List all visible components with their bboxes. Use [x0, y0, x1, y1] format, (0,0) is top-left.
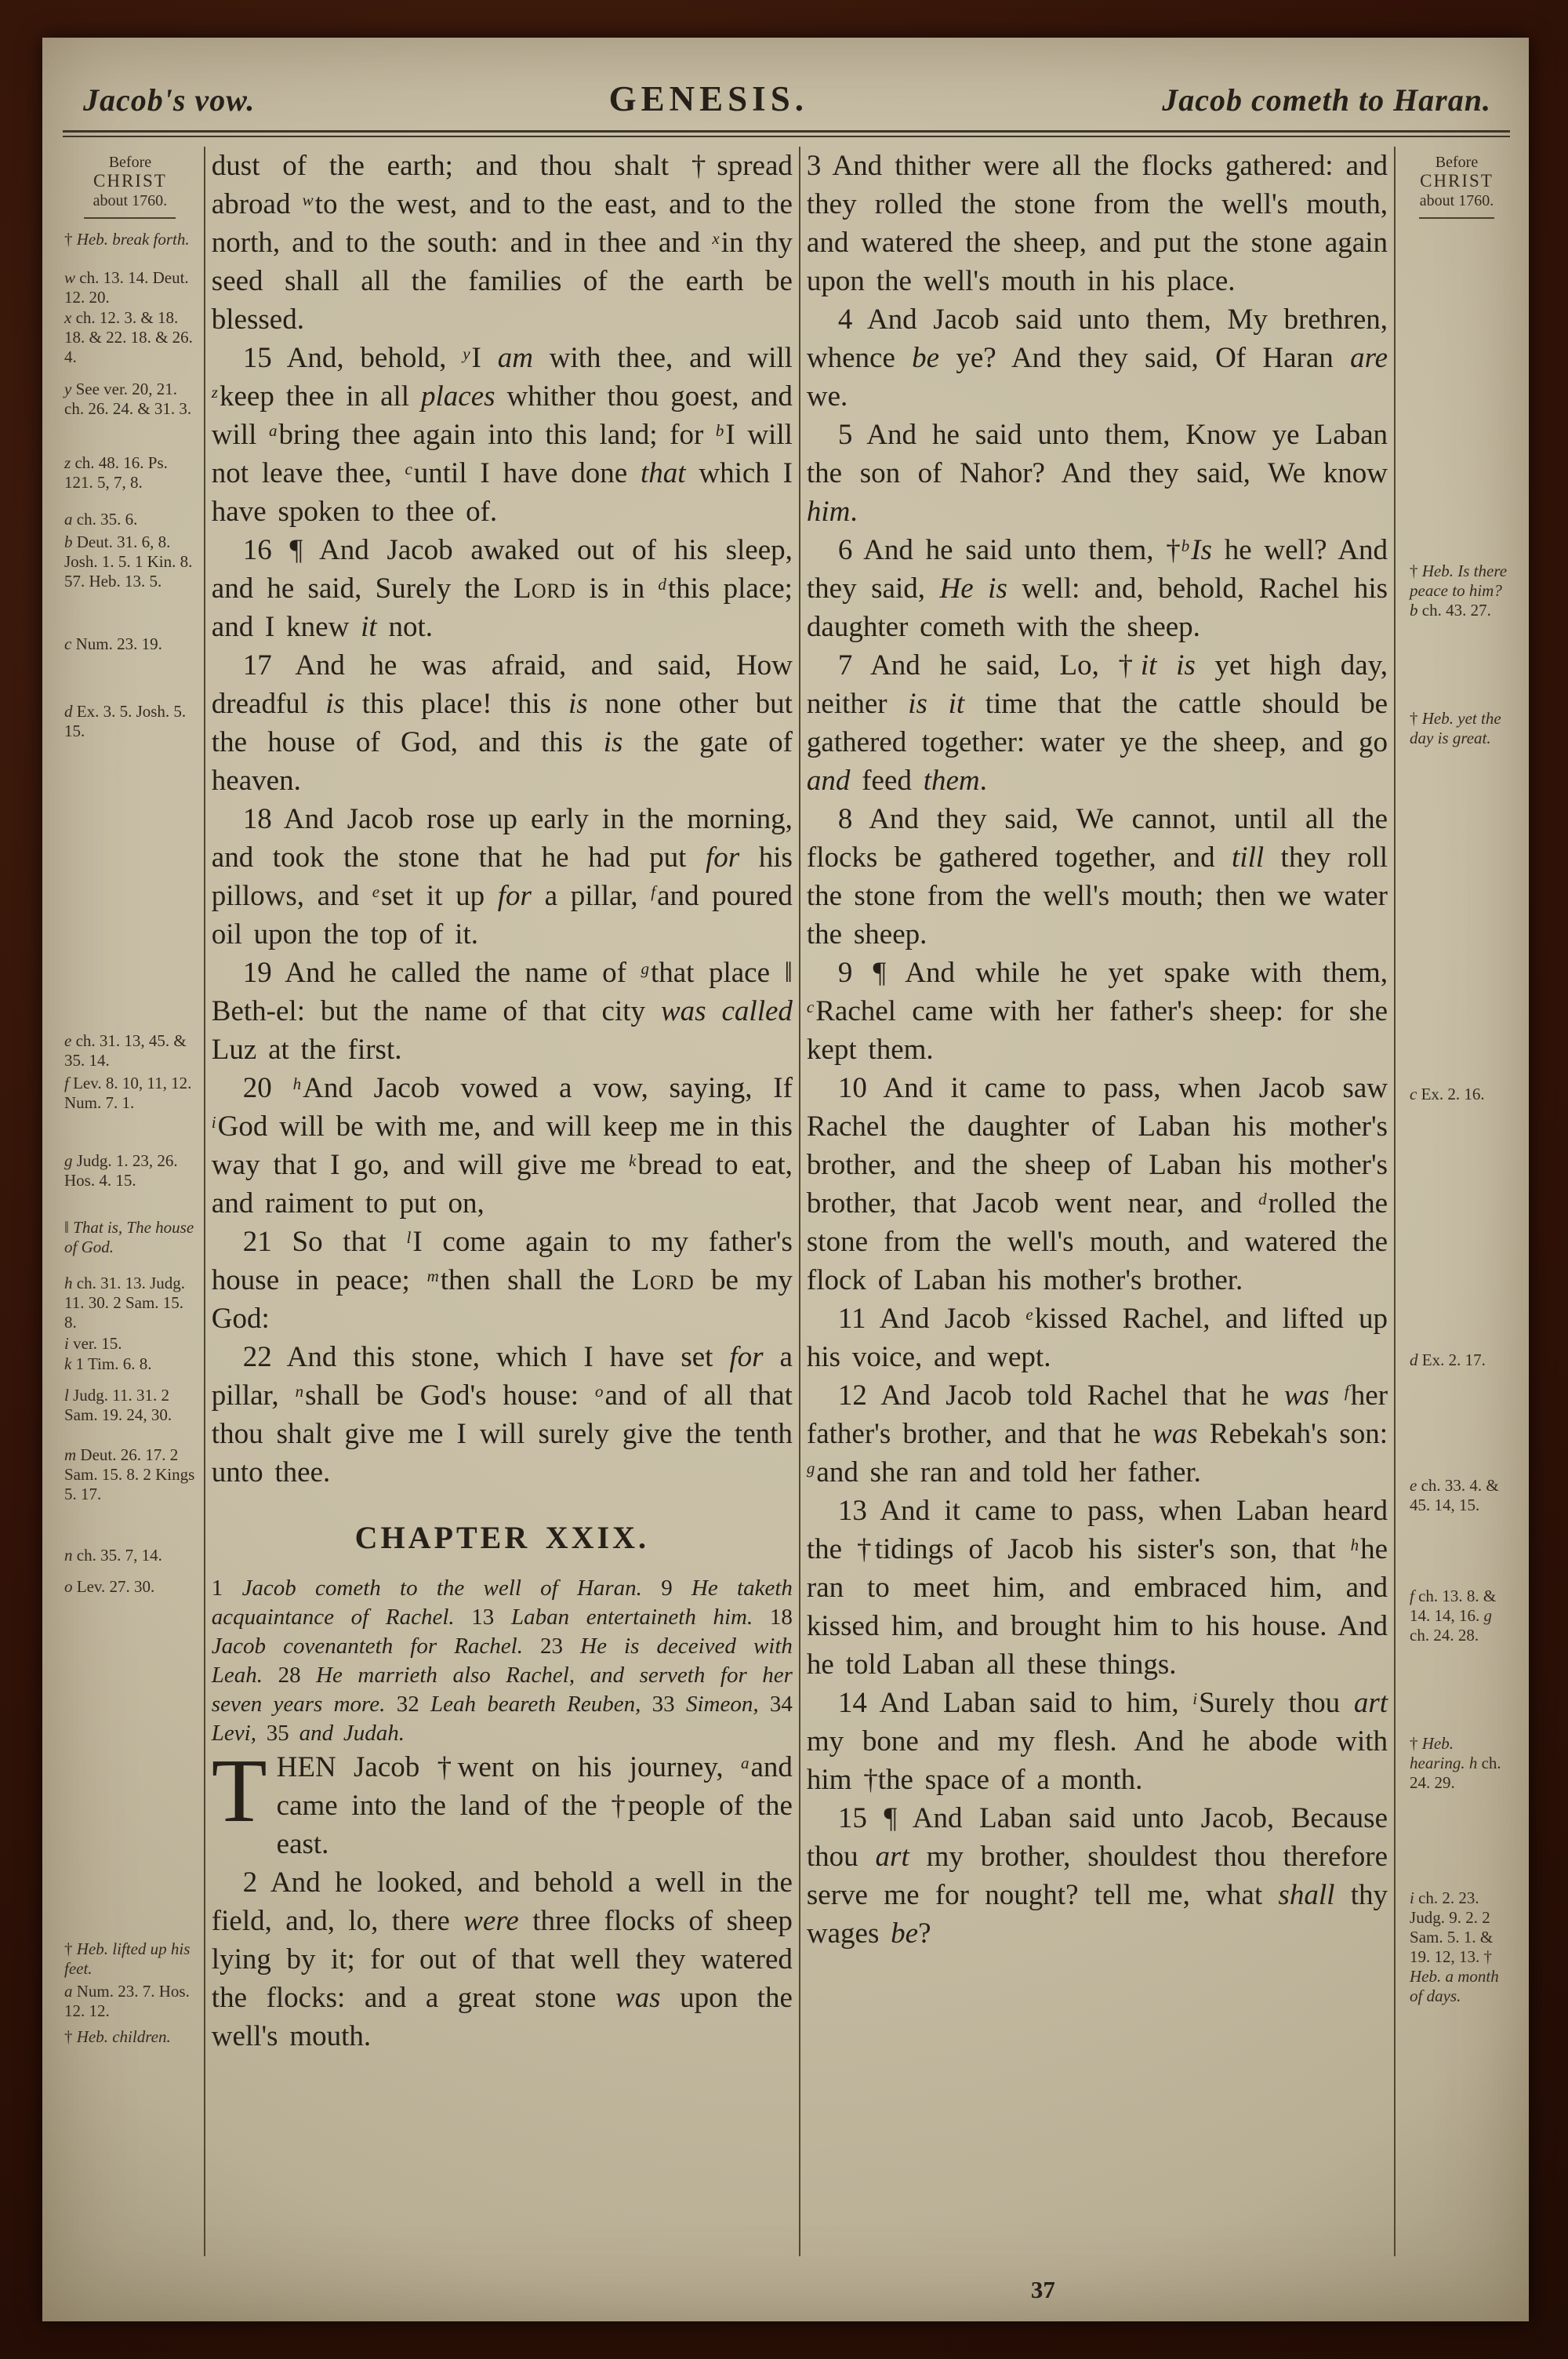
- margin-note: o Lev. 27. 30.: [64, 1577, 155, 1596]
- margin-note: k 1 Tim. 6. 8.: [64, 1354, 152, 1373]
- margin-note: † Heb. lifted up his feet.: [64, 1939, 191, 1978]
- column-rule: [204, 147, 205, 2256]
- left-margin-references: [63, 147, 198, 2256]
- verse-paragraph: dust of the earth; and thou shalt †spread abroad $^w$to the west, and to the east, and to the north, and to the south: and in thee and $^x$in thy seed shall all the families of the earth be blessed.: [211, 150, 793, 336]
- margin-note: w ch. 13. 14. Deut. 12. 20.: [64, 268, 189, 307]
- verse-paragraph: 5 And he said unto them, Know ye Laban the son of Nahor? And they said, We know him.: [806, 419, 1388, 528]
- margin-note: b Deut. 31. 6, 8. Josh. 1. 5. 1 Kin. 8. 57. Heb. 13. 5.: [64, 533, 193, 591]
- margin-note: d Ex. 3. 5. Josh. 5. 15.: [64, 702, 187, 740]
- margin-note: ‖ That is, The house of God.: [64, 1218, 194, 1256]
- margin-note: e ch. 33. 4. & 45. 14, 15.: [1410, 1476, 1499, 1514]
- margin-note: e ch. 31. 13, 45. & 35. 14.: [64, 1031, 187, 1070]
- margin-note: † Heb. hearing. h ch. 24. 29.: [1410, 1734, 1501, 1792]
- before-christ-heading: [63, 147, 198, 219]
- margin-note: n ch. 35. 7, 14.: [64, 1546, 162, 1565]
- bc-line: about 1760.: [93, 192, 168, 209]
- running-head-left: Jacob's vow.: [83, 82, 256, 118]
- verse-paragraph: 14 And Laban said to him, $^i$Surely thou art my bone and my flesh. And he abode with him †the space of a month.: [806, 1687, 1388, 1796]
- verse-paragraph: 16 ¶ And Jacob awaked out of his sleep, and he said, Surely the Lord is in $^d$this place; and I knew it not.: [211, 534, 793, 643]
- right-margin-references: [1402, 147, 1512, 2256]
- margin-note: † Heb. break forth.: [64, 230, 190, 249]
- bc-line: about 1760.: [1419, 192, 1494, 209]
- verse-paragraph: 15 ¶ And Laban said unto Jacob, Because thou art my brother, shouldest thou therefore serve me for nought? tell me, what shall thy wages be?: [806, 1802, 1388, 1950]
- drop-cap: T: [211, 1741, 267, 1841]
- verse-paragraph: 2 And he looked, and behold a well in the field, and, lo, there were three flocks of sheep lying by it; for out of that well they watered the flocks: and a great stone was upon the well's mouth.: [211, 1866, 793, 2052]
- margin-note: f Lev. 8. 10, 11, 12. Num. 7. 1.: [64, 1074, 192, 1112]
- chapter-heading: CHAPTER XXIX.: [354, 1520, 650, 1555]
- column-rule: [1394, 147, 1396, 2256]
- verse-paragraph: 18 And Jacob rose up early in the morning, and took the stone that he had put for his pillows, and $^e$set it up for a pillar, $^f$and poured oil upon the top of it.: [211, 803, 793, 951]
- page-columns: [42, 137, 1529, 2256]
- column-rule: [799, 147, 800, 2256]
- header-double-rule: [63, 130, 1510, 137]
- margin-note: † Heb. children.: [64, 2027, 171, 2046]
- bc-rule: [1419, 217, 1494, 219]
- verse-paragraph: 8 And they said, We cannot, until all the flocks be gathered together, and till they roll the stone from the well's mouth; then we water the sheep.: [806, 803, 1388, 951]
- margin-note: d Ex. 2. 17.: [1410, 1350, 1486, 1369]
- verse-paragraph: 15 And, behold, $^y$I am with thee, and will $^z$keep thee in all places whither thou goest, and will $^a$bring thee again into this land; for $^b$I will not leave thee, $^c$until I have done that which I have spoken to thee of.: [211, 342, 793, 528]
- margin-note: c Num. 23. 19.: [64, 634, 162, 653]
- margin-note: a ch. 35. 6.: [64, 510, 138, 529]
- margin-note: i ch. 2. 23. Judg. 9. 2. 2 Sam. 5. 1. & 19. 12, 13. † Heb. a month of days.: [1410, 1888, 1499, 2005]
- verse-paragraph: 9 ¶ And while he yet spake with them, $^c$Rachel came with her father's sheep: for she kept them.: [806, 957, 1388, 1066]
- margin-note: m Deut. 26. 17. 2 Sam. 15. 8. 2 Kings 5. 17.: [64, 1445, 195, 1503]
- verse-paragraph: [211, 1741, 793, 1863]
- verse-paragraph: 3 And thither were all the flocks gathered: and they rolled the stone from the well's mouth, and watered the sheep, and put the stone again upon the well's mouth in his place.: [806, 150, 1388, 297]
- bc-line: Before: [108, 154, 152, 171]
- verse-paragraph: 7 And he said, Lo, †it is yet high day, neither is it time that the cattle should be gathered together: water ye the sheep, and go and feed them.: [806, 649, 1388, 797]
- margin-note: y See ver. 20, 21. ch. 26. 24. & 31. 3.: [64, 380, 192, 418]
- bc-line: CHRIST: [1420, 171, 1494, 191]
- verse-paragraph: 20 $^h$And Jacob vowed a vow, saying, If $^i$God will be with me, and will keep me in this way that I go, and will give me $^k$bread to eat, and raiment to put on,: [211, 1072, 793, 1219]
- margin-note: z ch. 48. 16. Ps. 121. 5, 7, 8.: [64, 453, 168, 492]
- bc-rule: [84, 217, 176, 219]
- margin-note: † Heb. Is there peace to him? b ch. 43. 27.: [1410, 562, 1508, 620]
- before-christ-heading: [1402, 147, 1512, 219]
- margin-note: h ch. 31. 13. Judg. 11. 30. 2 Sam. 15. 8.: [64, 1274, 185, 1332]
- verse-paragraph: 13 And it came to pass, when Laban heard the †tidings of Jacob his sister's son, that $^h$he ran to meet him, and embraced him, and kissed him, and brought him to his house. And he told Laban all these things.: [806, 1495, 1388, 1681]
- verse-paragraph: 19 And he called the name of $^g$that place ‖ Beth-el: but the name of that city was called Luz at the first.: [211, 957, 793, 1066]
- bc-line: Before: [1435, 154, 1479, 171]
- right-text-column: [807, 147, 1388, 2256]
- margin-note: f ch. 13. 8. & 14. 14, 16. g ch. 24. 28.: [1410, 1587, 1497, 1645]
- verse-paragraph: 11 And Jacob $^e$kissed Rachel, and lifted up his voice, and wept.: [806, 1303, 1388, 1373]
- margin-note: l Judg. 11. 31. 2 Sam. 19. 24, 30.: [64, 1386, 172, 1424]
- verse-paragraph: 17 And he was afraid, and said, How dreadful is this place! this is none other but the house of God, and this is the gate of heaven.: [211, 649, 793, 797]
- margin-note: x ch. 12. 3. & 18. 18. & 22. 18. & 26. 4.: [64, 308, 193, 366]
- bible-page: [42, 38, 1529, 2321]
- bc-line: CHRIST: [93, 171, 167, 191]
- margin-note: c Ex. 2. 16.: [1410, 1085, 1485, 1103]
- verse-paragraph: 10 And it came to pass, when Jacob saw Rachel the daughter of Laban his mother's brother, and the sheep of Laban his mother's brother, that Jacob went near, and $^d$rolled the stone from the well's mouth, and watered the flock of Laban his mother's brother.: [806, 1072, 1388, 1296]
- verse-paragraph: 6 And he said unto them, †$^b$Is he well? And they said, He is well: and, behold, Rachel his daughter cometh with the sheep.: [806, 534, 1388, 643]
- margin-note: g Judg. 1. 23, 26. Hos. 4. 15.: [64, 1151, 178, 1190]
- chapter-summary: 1 Jacob cometh to the well of Haran. 9 He taketh acquaintance of Rachel. 13 Laban entertaineth him. 18 Jacob covenanteth for Rachel. 23 He is deceived with Leah. 28 He marrieth also Rachel, and serveth for her seven years more. 32 Leah beareth Reuben, 33 Simeon, 34 Levi, 35 and Judah.: [211, 1576, 793, 1746]
- page-header: [42, 38, 1529, 119]
- margin-note: a Num. 23. 7. Hos. 12. 12.: [64, 1982, 190, 2020]
- verse-paragraph: 21 So that $^l$I come again to my father's house in peace; $^m$then shall the Lord be my God:: [211, 1226, 793, 1335]
- running-head-right: Jacob cometh to Haran.: [1162, 82, 1491, 118]
- verse-paragraph: 22 And this stone, which I have set for a pillar, $^n$shall be God's house: $^o$and of all that thou shalt give me I will surely give the tenth unto thee.: [211, 1341, 793, 1488]
- margin-note: † Heb. yet the day is great.: [1410, 709, 1501, 747]
- book-title: GENESIS.: [608, 79, 808, 118]
- verse-paragraph: 12 And Jacob told Rachel that he was $^f$her father's brother, and that he was Rebekah's son: $^g$and she ran and told her father.: [806, 1379, 1388, 1488]
- left-text-column: [212, 147, 793, 2256]
- page-number: 37: [1030, 2276, 1055, 2303]
- margin-note: i ver. 15.: [64, 1334, 122, 1353]
- verse-text: HEN Jacob †went on his journey, $^a$and came into the land of the †people of the east.: [276, 1751, 793, 1860]
- verse-paragraph: 4 And Jacob said unto them, My brethren, whence be ye? And they said, Of Haran are we.: [806, 304, 1388, 413]
